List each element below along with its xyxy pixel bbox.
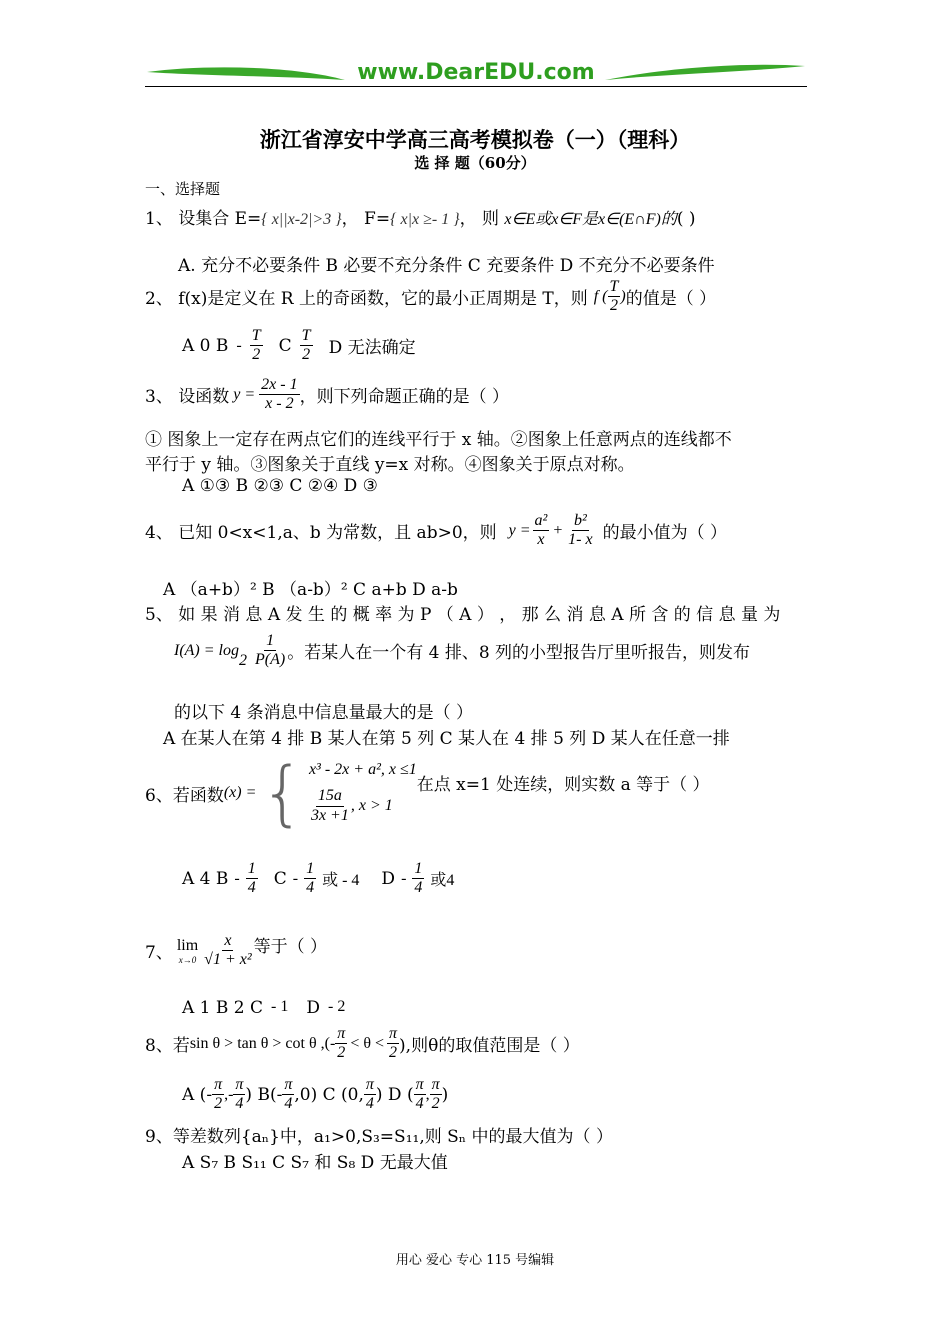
question-4-options: A （a+b）² B （a-b）² C a+b D a-b	[163, 580, 458, 600]
question-3-line-2: 平行于 y 轴。③图象关于直线 y=x 对称。④图象关于原点对称。	[145, 455, 635, 475]
question-9-options: A S₇ B S₁₁ C S₇ 和 S₈ D 无最大值	[182, 1153, 448, 1173]
question-2: 2、 f(x)是定义在 R 上的奇函数，它的最小正周期是 T，则 f ( $\frac{T}{2}$ ) 的值是（ ）	[145, 278, 717, 315]
question-4: 4、 已知 0<x<1,a、b 为常数，且 ab>0，则 y = $\frac{\text{a²}}{x}$ + $\frac{\text{b²}}{1- x}$ 的最小值为（ ）	[145, 512, 727, 549]
question-9: 9、等差数列{aₙ}中，a₁>0,S₃=S₁₁,则 Sₙ 中的最大值为（ ）	[145, 1127, 613, 1147]
set-e: { x||x-2|>3 }	[261, 211, 342, 228]
page-title: 浙江省淳安中学高三高考模拟卷（一）（理科）	[259, 127, 691, 152]
condition: x∈E或x∈F是x∈(E∩F)的	[504, 211, 677, 228]
question-5-line-1: 5、 如 果 消 息 A 发 生 的 概 率 为 P （ A ） ， 那 么 消 息 A 所 含 的 信 息 量 为	[145, 605, 781, 625]
t-over-2: $\frac{T}{2}$	[609, 278, 619, 315]
question-7: 7、 lim x→0 $\frac{x}{\text{√1 + x²}}$ 等于（ ）	[145, 932, 328, 969]
piecewise-cases: x³ - 2x + a², x ≤1 $\frac{15a}{3x +1}$ , x > 1	[308, 761, 417, 824]
question-7-options: A 1 B 2 C - 1 D - 2	[182, 998, 346, 1018]
question-1: 1、 设集合 E={ x||x-2|>3 }， F={ x|x ≥- 1 }， 则 x∈E或x∈F是x∈(E∩F)的( )	[145, 209, 696, 229]
header-logo	[145, 58, 807, 88]
question-6-options: A 4 B - $\frac{1}{4}$ C - $\frac{1}{4}$ 或 - 4 D - $\frac{1}{4}$ 或4	[182, 860, 455, 897]
piecewise-brace: {	[260, 752, 305, 834]
question-8-options: A (- $\frac{\pi}{2}$ ,- $\frac{\pi}{4}$ ) B(- $\frac{\pi}{4}$ ,0) C (0, $\frac{\pi}{4}$ ) D ( $\frac{\pi}{4}$ , $\frac{\pi}{2}$ )	[182, 1076, 449, 1113]
question-5-line-3: 的以下 4 条消息中信息量最大的是（ ）	[174, 703, 474, 723]
question-2-options: A 0 B - $\frac{T}{2}$ C $\frac{T}{2}$ D 无法确定	[182, 327, 416, 364]
set-f: { x|x ≥- 1 }	[390, 211, 460, 228]
page-footer: 用心 爱心 专心 115 号编辑	[395, 1253, 555, 1268]
page-subtitle: 选 择 题（60分）	[414, 154, 536, 172]
question-8: 8、若 sin θ > tan θ > cot θ ,(- $\frac{\pi}{2}$ < θ < $\frac{\pi}{2}$ ),则θ的取值范围是（ ）	[145, 1025, 580, 1062]
question-3-options: A ①③ B ②③ C ②④ D ③	[182, 476, 378, 496]
header-divider	[145, 86, 807, 87]
logo-text: www.DearEDU.com	[357, 60, 595, 85]
section-heading: 一、选择题	[145, 180, 221, 198]
question-3-line-1: ① 图象上一定存在两点它们的连线平行于 x 轴。②图象上任意两点的连线都不	[145, 430, 732, 450]
question-3: 3、 设函数 y = $\frac{2x - 1}{x - 2}$ ，则下列命题正确的是（ ）	[145, 376, 509, 413]
question-1-options: A. 充分不必要条件 B 必要不充分条件 C 充要条件 D 不充分不必要条件	[178, 256, 715, 276]
question-5-options: A 在某人在第 4 排 B 某人在第 5 列 C 某人在 4 排 5 列 D 某人在任意一排	[163, 729, 730, 749]
question-6: 6、若函数 (x) = { x³ - 2x + a², x ≤1 $\frac{15a}{3x +1}$ , x > 1 在点 x=1 处连续，则实数 a 等于（ ）	[145, 752, 710, 834]
question-5-line-2: I(A) = log 2 $\frac{1}{P(A)}$ 。若某人在一个有 4 排、8 列的小型报告厅里听报告，则发布	[174, 632, 751, 669]
